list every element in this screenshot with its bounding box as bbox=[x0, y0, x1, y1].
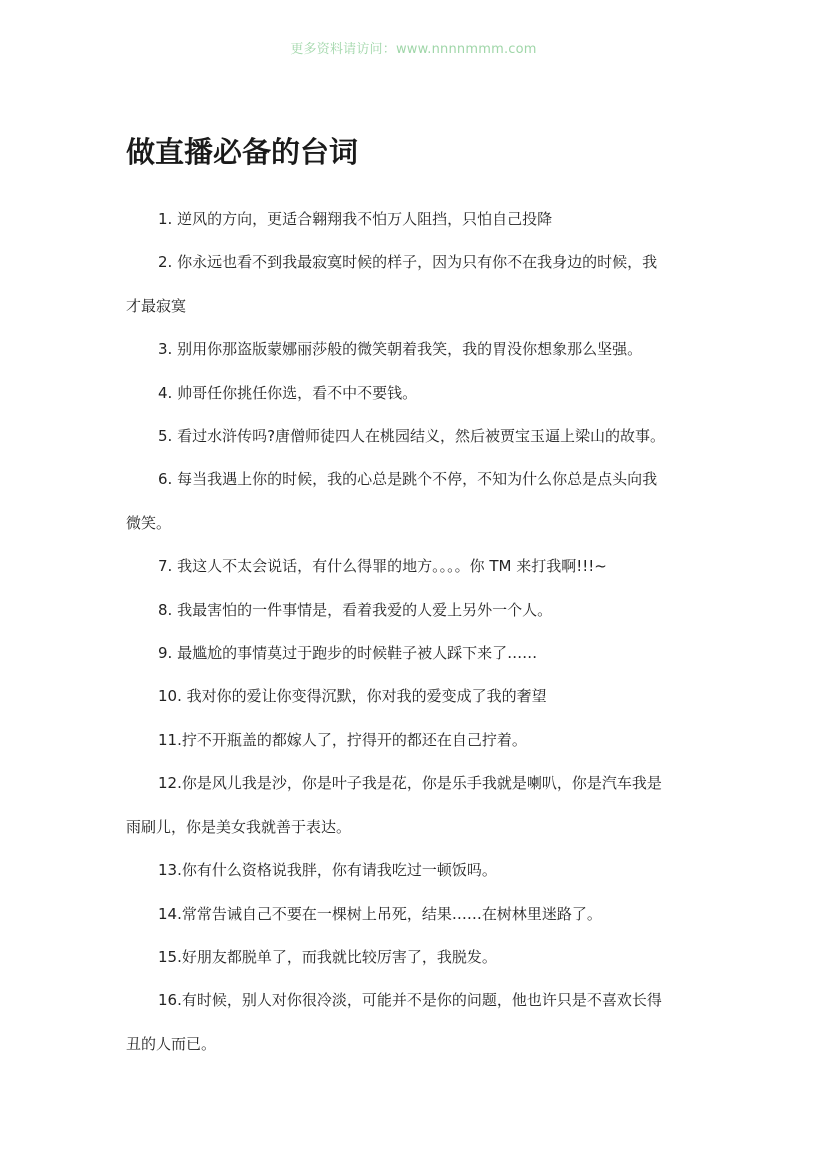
list-item bbox=[126, 328, 716, 371]
list-item bbox=[126, 762, 716, 849]
list-item-line1: 14.常常告诫自己不要在一棵树上吊死，结果……在树林里迷路了。 bbox=[158, 904, 602, 923]
list-item bbox=[126, 372, 716, 415]
list-item bbox=[126, 545, 716, 588]
list-item bbox=[126, 198, 716, 241]
list-item-line1: 12.你是风儿我是沙，你是叶子我是花，你是乐手我就是喇叭，你是汽车我是 bbox=[158, 774, 662, 793]
watermark-text: 更多资料请访问：www.nnnnmmm.com bbox=[290, 42, 537, 57]
list-item-line1: 11.拧不开瓶盖的都嫁人了，拧得开的都还在自己拧着。 bbox=[158, 730, 527, 749]
list-item bbox=[126, 719, 716, 762]
list-item-line1: 8. 我最害怕的一件事情是，看着我爱的人爱上另外一个人。 bbox=[158, 600, 553, 619]
list-item-line2: 雨刷儿，你是美女我就善于表达。 bbox=[126, 817, 352, 836]
list-item bbox=[126, 979, 716, 1066]
list-item bbox=[126, 241, 716, 328]
list-item bbox=[126, 675, 716, 718]
list-item-line2: 微笑。 bbox=[126, 513, 172, 532]
list-item-line1: 9. 最尴尬的事情莫过于跑步的时候鞋子被人踩下来了…… bbox=[158, 644, 538, 663]
list-item-line1: 2. 你永远也看不到我最寂寞时候的样子，因为只有你不在我身边的时候，我 bbox=[158, 253, 658, 272]
list-item-line1: 1. 逆风的方向，更适合翱翔我不怕万人阻挡，只怕自己投降 bbox=[158, 210, 553, 228]
list-item-line1: 16.有时候，别人对你很冷淡，可能并不是你的问题，他也许只是不喜欢长得 bbox=[158, 991, 662, 1010]
list-item-line2: 才最寂寞 bbox=[126, 296, 187, 315]
list-item bbox=[126, 589, 716, 632]
list-item bbox=[126, 936, 716, 979]
list-item-line1: 6. 每当我遇上你的时候，我的心总是跳个不停，不知为什么你总是点头向我 bbox=[158, 470, 658, 489]
list-item bbox=[126, 415, 716, 458]
list-item bbox=[126, 893, 716, 936]
list-item bbox=[126, 632, 716, 675]
list-item-line1: 3. 别用你那盗版蒙娜丽莎般的微笑朝着我笑，我的胃没你想象那么坚强。 bbox=[158, 340, 643, 359]
list-item-line1: 7. 我这人不太会说话，有什么得罪的地方。。。。你 TM 来打我啊!!!~ bbox=[158, 557, 607, 576]
list-item-line1: 5. 看过水浒传吗?唐僧师徒四人在桃园结义，然后被贾宝玉逼上梁山的故事。 bbox=[158, 427, 666, 446]
list-item-line1: 10. 我对你的爱让你变得沉默，你对我的爱变成了我的奢望 bbox=[158, 687, 547, 706]
list-item-line1: 4. 帅哥任你挑任你选，看不中不要钱。 bbox=[158, 383, 418, 402]
list-item-line1: 13.你有什么资格说我胖，你有请我吃过一顿饭吗。 bbox=[158, 861, 497, 880]
list-item bbox=[126, 849, 716, 892]
list-item bbox=[126, 458, 716, 545]
document-title: 做直播必备的台词 bbox=[126, 135, 359, 169]
document-body bbox=[126, 198, 716, 1066]
list-item-line1: 15.好朋友都脱单了，而我就比较厉害了，我脱发。 bbox=[158, 947, 497, 966]
list-item-line2: 丑的人而已。 bbox=[126, 1034, 217, 1053]
